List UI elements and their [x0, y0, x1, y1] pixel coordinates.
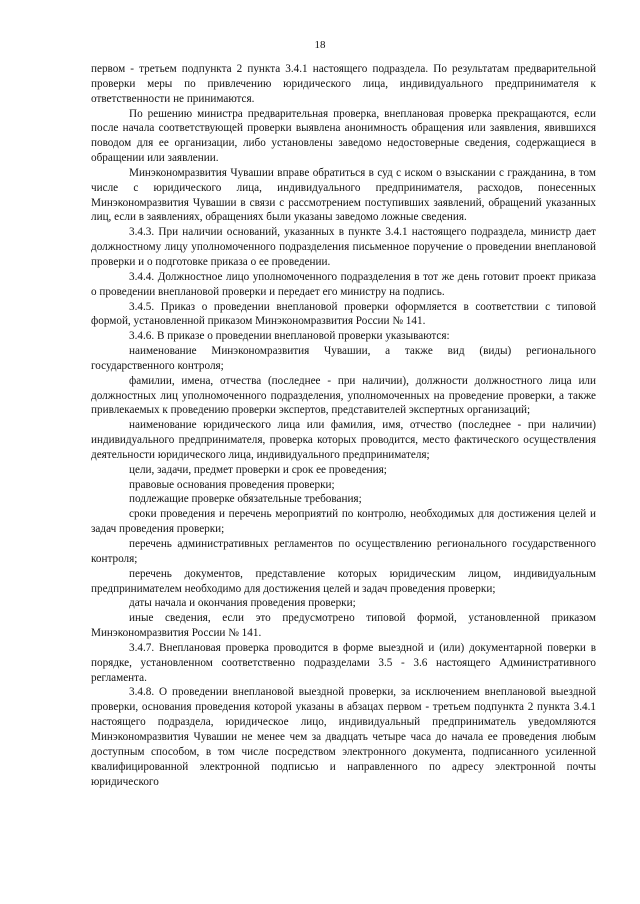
paragraph: подлежащие проверке обязательные требования; — [129, 493, 362, 506]
paragraph: 3.4.5. Приказ о проведении внеплановой проверки оформляется в соответствии с типовой формой, установленной приказом Минэкономразвития России № 141. — [91, 300, 596, 328]
paragraph: иные сведения, если это предусмотрено типовой формой, установленной приказом Минэкономразвития России № 141. — [91, 612, 596, 640]
paragraph: первом - третьем подпункта 2 пункта 3.4.1 настоящего подраздела. По результатам предварительной проверки меры по привлечению юридического лица, индивидуального предпринимателя к ответственности не принимаются. — [91, 63, 596, 105]
paragraph: наименование Минэкономразвития Чувашии, а также вид (виды) регионального государственного контроля; — [91, 345, 596, 372]
paragraph: цели, задачи, предмет проверки и срок ее проведения; — [129, 463, 387, 476]
paragraph: сроки проведения и перечень мероприятий по контролю, необходимых для достижения целей и задач проведения проверки; — [91, 508, 596, 536]
page-number: 18 — [314, 39, 326, 51]
paragraph: правовые основания проведения проверки; — [129, 478, 335, 491]
paragraph: даты начала и окончания проведения проверки; — [129, 597, 356, 610]
paragraph: 3.4.3. При наличии оснований, указанных в пункте 3.4.1 настоящего подраздела, министр дает должностному лицу уполномоченного подразделения письменное поручение о проведении внеплановой проверки и о подготовке приказа о ее проведении. — [91, 226, 596, 268]
paragraph: По решению министра предварительная проверка, внеплановая проверка прекращаются, если после начала соответствующей проверки выявлена анонимность обращения или заявления, явившихся поводом для ее организации, либо установлены заведомо недостоверные сведения, содержащиеся в обращении или заявлении. — [91, 107, 596, 165]
paragraph: фамилии, имена, отчества (последнее - при наличии), должности должностного лица или должностных лиц уполномоченного подразделения, уполномоченных на проведение проверки, а также привлекаемых к проведению проверки экспертов, представителей экспертных организаций; — [91, 374, 596, 417]
paragraph: наименование юридического лица или фамилия, имя, отчество (последнее - при наличии) индивидуального предпринимателя, проверка которых проводится, место фактического осуществления деятельности юридического лица, индивидуального предпринимателя; — [91, 419, 596, 461]
paragraph: перечень документов, представление которых юридическим лицом, индивидуальным предпринимателем необходимо для достижения целей и задач проведения проверки; — [91, 567, 596, 595]
paragraph: перечень административных регламентов по осуществлению регионального государственного контроля; — [91, 538, 596, 565]
paragraph: 3.4.7. Внеплановая проверка проводится в форме выездной и (или) документарной поверки в порядке, установленном соответственно подразделами 3.5 - 3.6 настоящего Административного регламента. — [91, 641, 596, 684]
paragraph: Минэкономразвития Чувашии вправе обратиться в суд с иском о взыскании с гражданина, в том числе с юридического лица, индивидуального предпринимателя, расходов, понесенных Минэкономразвития Чувашии в связи с рассмотрением поступивших заявлений, обращений указанных лиц, если в заявлениях, обращениях были указаны заведомо ложные сведения. — [91, 166, 596, 224]
paragraph: 3.4.8. О проведении внеплановой выездной проверки, за исключением внеплановой выездной проверки, основания проведения которой указаны в абзацах первом - третьем подпункта 2 пункта 3.4.1 настоящего подраздела, юридическое лицо, индивидуальный предприниматель уведомляются Минэкономразвития Чувашии не менее чем за двадцать четыре часа до начала ее проведения любым доступным способом, в том числе посредством электронного документа, подписанного усиленной квалифицированной электронной подписью и направленного по адресу электронной почты юридического — [91, 686, 596, 788]
paragraph: 3.4.4. Должностное лицо уполномоченного подразделения в тот же день готовит проект приказа о проведении внеплановой проверки и передает его министру на подпись. — [91, 270, 596, 298]
document-body — [91, 62, 596, 789]
paragraph: 3.4.6. В приказе о проведении внеплановой проверки указываются: — [129, 330, 450, 343]
